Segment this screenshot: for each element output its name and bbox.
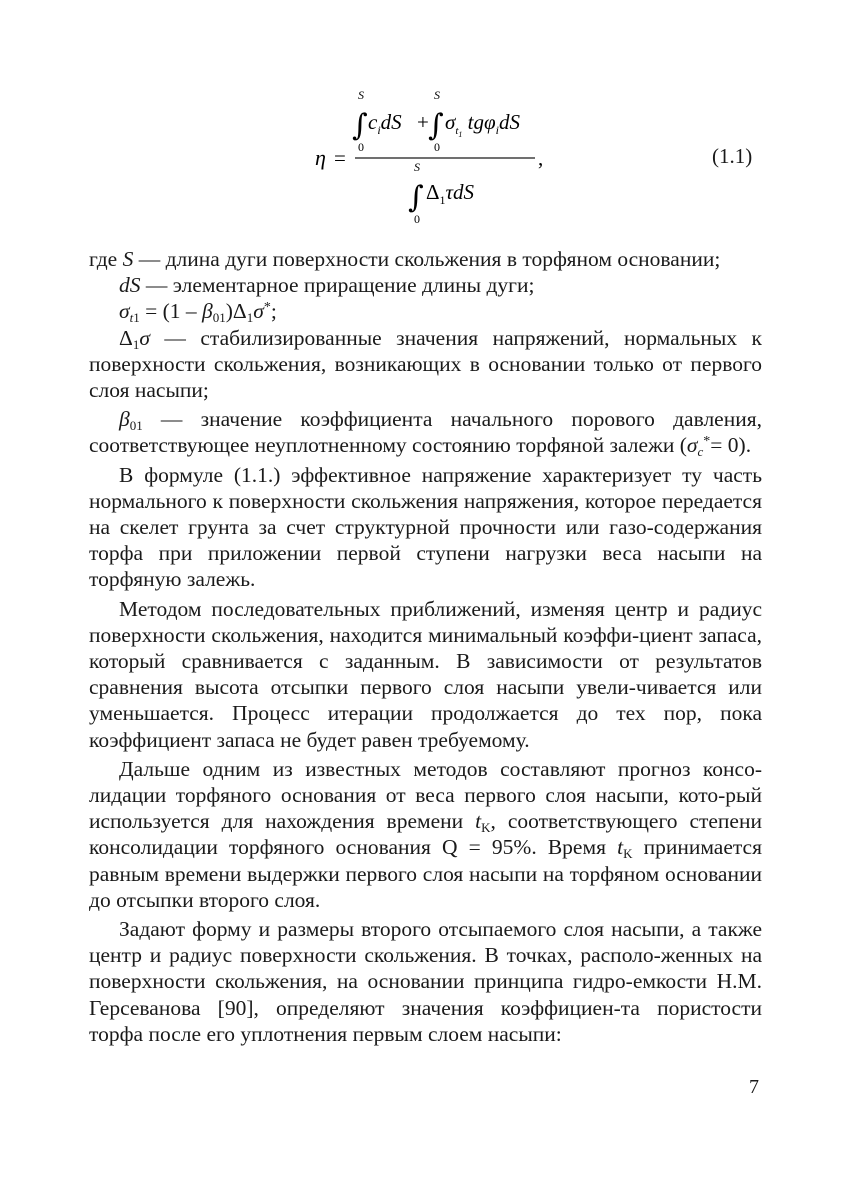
comma: , xyxy=(538,146,544,170)
body-text xyxy=(89,246,762,1047)
integral-sign-1: ∫ xyxy=(352,108,368,143)
plus-sign: + xyxy=(417,110,429,134)
term-sigma-tg: $\sigma_t1$ tgφ$_i$dS xyxy=(445,110,520,139)
paragraph-1: В формуле (1.1.) эффективное напряжение характеризует ту часть нормального к поверхности скольжения напряжения, которое передается на скелет грунта за счет структурной прочности или газо-содержания торфа при приложении первой ступени нагрузки веса насыпи на торфяную залежь. xyxy=(89,462,762,592)
upper-limit-2: S xyxy=(434,88,440,102)
formula-graphic xyxy=(300,85,590,235)
term-ci-ds: $c_idS$ xyxy=(368,110,402,137)
def-beta: $\beta_{01}$ — значение коэффициента начального порового давления, соответствующее неуплотненному состоянию торфяной залежи $(\sigma_c^*= 0)$. xyxy=(89,407,762,460)
integral-sign-2: ∫ xyxy=(428,108,444,143)
paragraph-2: Методом последовательных приближений, изменяя центр и радиус поверхности скольжения, находится минимальный коэффи-циент запаса, который сравнивается с заданным. В зависимости от результатов сравнения высота отсыпки первого слоя насыпи увели-чивается или уменьшается. Процесс итерации продолжается до тех пор, пока коэффициент запаса не будет равен требуемому. xyxy=(89,596,762,752)
paragraph-4: Задают форму и размеры второго отсыпаемого слоя насыпи, а также центр и радиус поверхности скольжения. В точках, располо-женных на поверхности скольжения, на основании принципа гидро-емкости Н.М. Герсеванова [90], определяют значения коэффициен-та пористости торфа после его уплотнения первым слоем насыпи: xyxy=(89,917,762,1046)
eta-symbol: η xyxy=(315,145,326,170)
def-sigma: $\sigma_{t1} = (1 - \beta_{01})\Delta_1\sigma^*$; xyxy=(119,299,277,326)
def-delta: $\Delta_1\sigma$ — стабилизированные значения напряжений, нормальных к поверхности скольжения, возникающих в основании только от первого слоя насыпи; xyxy=(89,325,762,403)
def-s: где S — длина дуги поверхности скольжения в торфяном основании; xyxy=(89,247,721,271)
equation-number: (1.1) xyxy=(712,144,753,168)
paragraph-3: Дальше одним из известных методов составляют прогноз консо-лидации торфяного основания от веса первого слоя насыпи, кото-рый используется для нахождения времени $t_K$, соответствующего степени консолидации торфяного основания Q = 95%. Время $t_K$ принимается равным времени выдержки первого слоя насыпи на торфяном основании до отсыпки второго слоя. xyxy=(89,756,762,912)
lower-limit-2: 0 xyxy=(434,140,440,154)
lower-limit-3: 0 xyxy=(414,212,420,226)
page-number: 7 xyxy=(749,1076,759,1098)
def-ds: dS — элементарное приращение длины дуги; xyxy=(119,273,535,298)
formula-1-1 xyxy=(300,85,590,235)
upper-limit-1: S xyxy=(358,88,364,102)
integral-sign-3: ∫ xyxy=(408,180,424,215)
term-delta-tau: $\Delta_1\tau dS$ xyxy=(426,180,475,207)
lower-limit-1: 0 xyxy=(358,140,364,154)
upper-limit-3: S xyxy=(414,160,420,174)
equals-sign: = xyxy=(334,146,346,170)
